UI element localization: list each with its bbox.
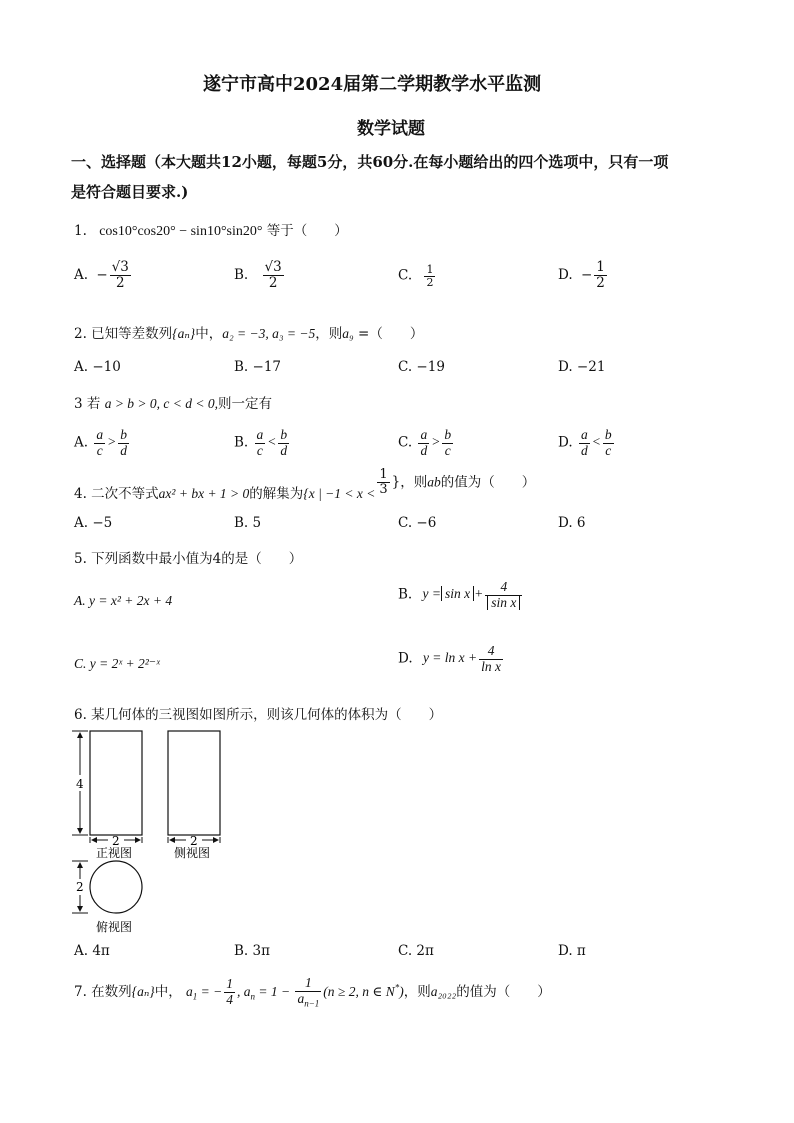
q4-option-b[interactable]: B. 5 <box>234 515 262 531</box>
q3-option-a[interactable]: A. $\frac{a}{c}$ > $\frac{b}{d}$ <box>74 427 127 458</box>
q3-option-c[interactable]: C. $\frac{a}{d}$ > $\frac{b}{c}$ <box>398 427 452 458</box>
question-3 <box>74 392 272 412</box>
side-view-caption: 侧视图 <box>174 846 211 860</box>
option-label: B. <box>398 586 413 603</box>
q6-option-b[interactable]: B. 3π <box>234 943 270 959</box>
question-4: 4. 二次不等式ax² + bx + 1 > 0的解集为{x | −1 < x < $\frac{1}{3}$ }，则ab的值为（ ） <box>74 467 536 503</box>
q1-option-d[interactable]: D. − $\frac{1}{2}$ <box>558 259 605 291</box>
top-view-circle <box>90 861 142 913</box>
q3-tail: 则一定有 <box>218 396 272 412</box>
q6-option-c[interactable]: C. 2π <box>398 943 434 959</box>
section-heading-cont: 是符合题目要求.) <box>71 183 189 201</box>
q6-option-d[interactable]: D. π <box>558 943 586 959</box>
question-7 <box>74 976 551 1009</box>
question-6: 6. 某几何体的三视图如图所示，则该几何体的体积为（ ） <box>74 707 443 723</box>
q4-target: ab <box>427 474 441 490</box>
q5-option-d[interactable]: D. y = ln x + $\frac{4}{\text{ln x}}$ <box>398 643 502 674</box>
question-1 <box>74 219 348 240</box>
option-label: B. <box>234 266 249 283</box>
q1-option-c[interactable]: C. $\frac{1}{2}$ <box>398 263 434 290</box>
q3-text: 3 若 <box>74 396 101 412</box>
q3-option-d[interactable]: D. $\frac{a}{d}$ < $\frac{b}{c}$ <box>558 427 612 458</box>
q4-text: 4. 二次不等式 <box>74 486 159 503</box>
side-view-rect <box>168 731 220 835</box>
q7-tail: 的值为（ ） <box>456 983 551 1000</box>
q4-ineq: ax² + bx + 1 > 0 <box>158 486 250 502</box>
option-label: C. <box>398 434 413 451</box>
q1-option-a[interactable]: A. − $\frac{√3}{2}$ <box>74 259 129 291</box>
q2-option-a[interactable]: A. −10 <box>74 359 121 375</box>
q2-cond: a₂ = −3, a₃ = −5 <box>222 326 316 341</box>
front-width-label: 2 <box>112 834 120 848</box>
question-2 <box>74 322 423 342</box>
q3-cond: a > b > 0, c < d < 0, <box>104 396 218 411</box>
front-view-caption: 正视图 <box>96 846 133 860</box>
q7-ask: ，则 <box>403 983 431 1000</box>
top-view-caption: 俯视图 <box>96 920 133 934</box>
diameter-label: 2 <box>76 880 84 894</box>
three-view-figure <box>70 725 240 937</box>
q7-text: 7. 在数列 <box>74 983 132 1000</box>
front-view-rect <box>90 731 142 835</box>
option-label: A. <box>74 434 89 451</box>
q2-option-b[interactable]: B. −17 <box>234 359 281 375</box>
exam-title: 遂宁市高中2024届第二学期教学水平监测 <box>203 74 542 95</box>
option-label: D. <box>558 434 573 451</box>
q4-set-right: } <box>391 474 401 491</box>
option-label: C. <box>398 267 413 284</box>
q4-tail: 的值为（ ） <box>440 474 536 491</box>
q5-option-a[interactable]: A. y = x² + 2x + 4 <box>74 593 173 608</box>
q4-ask: ，则 <box>400 474 428 491</box>
q1-number: 1. <box>74 223 87 239</box>
q2-tail: =（ ） <box>353 326 424 342</box>
q1-option-b[interactable]: B. $\frac{√3}{2}$ <box>234 259 282 291</box>
option-label: D. <box>398 650 413 667</box>
q4-option-c[interactable]: C. −6 <box>398 515 437 531</box>
q2-option-d[interactable]: D. −21 <box>558 359 606 375</box>
q2-option-c[interactable]: C. −19 <box>398 359 445 375</box>
option-label: A. <box>74 266 89 283</box>
q2-seq: {aₙ} <box>172 326 196 341</box>
q7-target: a₂₀₂₂ <box>430 983 457 999</box>
q7-condition: $a_1$ = − $\frac{1}{4}$ , $a_n = 1$ − $\frac{1}{a_{n-1}}$ (n ≥ 2, n ∈ N*) <box>186 975 404 1009</box>
q7-seq: {aₙ} <box>131 983 155 999</box>
q2-text: 2. 已知等差数列 <box>74 326 173 342</box>
q6-option-a[interactable]: A. 4π <box>74 943 110 959</box>
q7-mid: 中， <box>154 983 182 1000</box>
q2-target: a₉ <box>342 326 354 341</box>
q5-option-c[interactable]: C. y = 2ˣ + 2²⁻ˣ <box>74 656 160 671</box>
exam-subtitle: 数学试题 <box>357 119 425 139</box>
q2-mid: 中， <box>195 326 223 342</box>
option-label: B. <box>234 434 249 451</box>
q4-mid: 的解集为 <box>249 486 304 503</box>
q1-tail: 等于（ ） <box>266 223 348 239</box>
question-5: 5. 下列函数中最小值为4的是（ ） <box>74 551 303 567</box>
q4-option-d[interactable]: D. 6 <box>558 515 586 531</box>
section-heading: 一、选择题（本大题共12小题，每题5分，共60分.在每小题给出的四个选项中，只有一项 <box>71 153 669 171</box>
height-label: 4 <box>76 777 84 791</box>
q4-set-left: {x | −1 < x < <box>303 486 376 502</box>
q3-option-b[interactable]: B. $\frac{a}{c}$ < $\frac{b}{d}$ <box>234 427 288 458</box>
q2-ask: ，则 <box>315 326 343 342</box>
q1-expression: cos10°cos20° − sin10°sin20° <box>99 224 263 239</box>
side-width-label: 2 <box>190 834 198 848</box>
q5-option-b[interactable]: B. y = sin x + $\frac{4}{\text{sin x}}$ <box>398 580 524 611</box>
q4-option-a[interactable]: A. −5 <box>74 515 113 531</box>
option-label: D. <box>558 266 573 283</box>
